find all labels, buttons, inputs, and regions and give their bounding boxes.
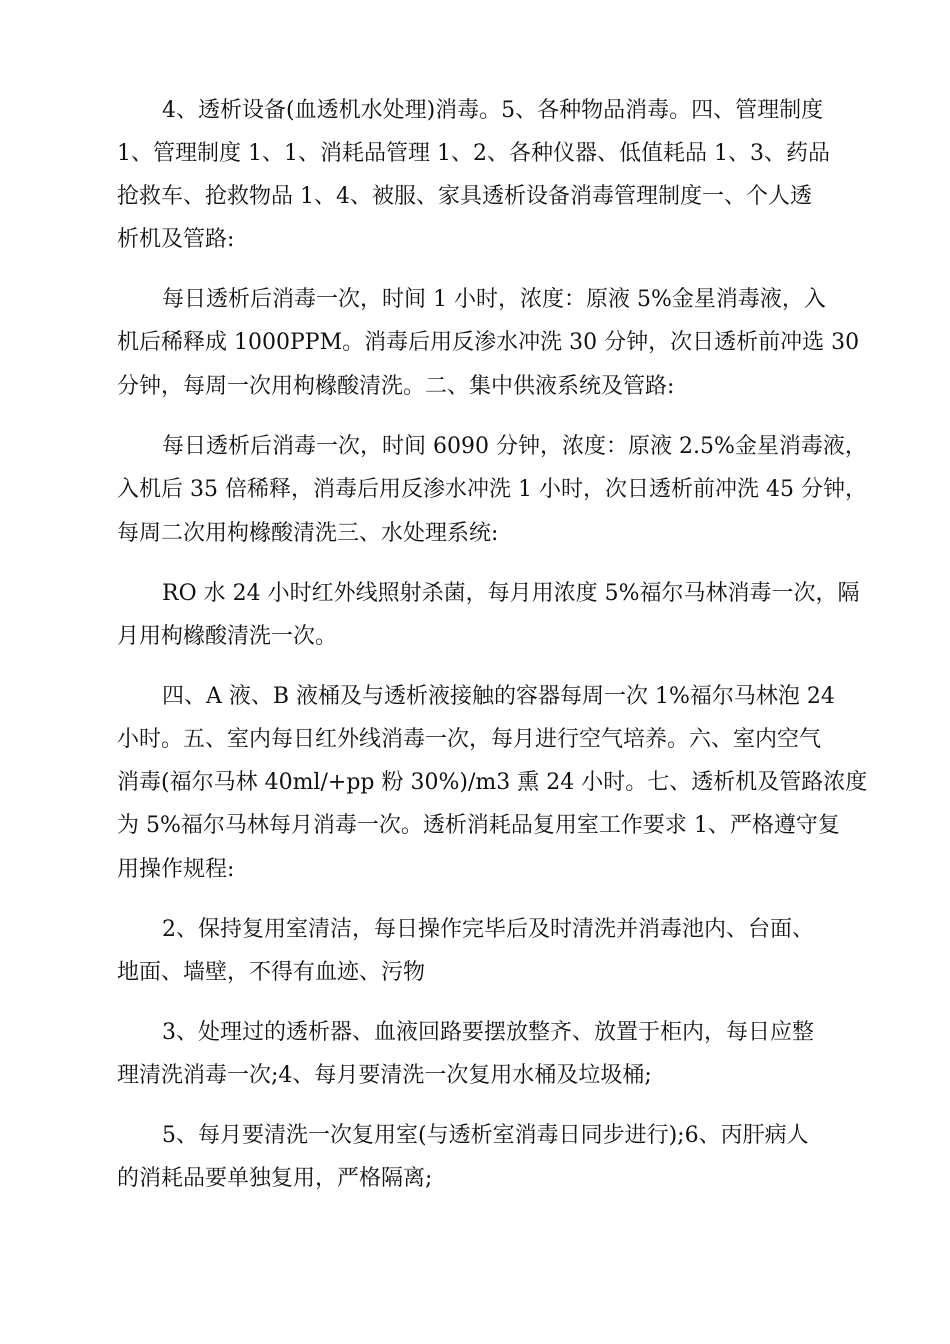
text-line: RO 水 24 小时红外线照射杀菌，每月用浓度 5%福尔马林消毒一次，隔 [162,581,860,606]
text-line: 小时。五、室内每日红外线消毒一次，每月进行空气培养。六、室内空气 [117,727,822,752]
text-line: 每日透析后消毒一次，时间 1 小时，浓度：原液 5%金星消毒液，入 [162,287,826,312]
text-line: 1、管理制度 1、1、消耗品管理 1、2、各种仪器、低值耗品 1、3、药品 [117,141,830,166]
text-line: 为 5%福尔马林每月消毒一次。透析消耗品复用室工作要求 1、严格遵守复 [117,813,840,838]
text-line: 3、处理过的透析器、血液回路要摆放整齐、放置于柜内，每日应整 [162,1020,814,1045]
text-line: 地面、墙壁，不得有血迹、污物 [117,960,426,985]
text-line: 析机及管路: [117,227,235,252]
text-line: 每日透析后消毒一次，时间 6090 分钟，浓度：原液 2.5%金星消毒液， [162,434,867,459]
text-line: 消毒(福尔马林 40ml/+pp 粉 30%)/m3 熏 24 小时。七、透析机及管路浓度 [117,770,868,795]
text-line: 5、每月要清洗一次复用室(与透析室消毒日同步进行);6、丙肝病人 [162,1123,809,1148]
text-line: 的消耗品要单独复用，严格隔离; [117,1166,433,1191]
text-line: 月用枸橼酸清洗一次。 [117,624,338,649]
text-line: 入机后 35 倍稀释，消毒后用反渗水冲洗 1 小时，次日透析前冲洗 45 分钟， [117,477,867,502]
text-line: 理清洗消毒一次;4、每月要清洗一次复用水桶及垃圾桶; [117,1063,652,1088]
text-line: 四、A 液、B 液桶及与透析液接触的容器每周一次 1%福尔马林泡 24 [162,684,835,709]
text-line: 分钟，每周一次用枸橼酸清洗。二、集中供液系统及管路: [117,374,675,399]
text-line: 每周二次用枸橼酸清洗三、水处理系统: [117,521,499,546]
text-line: 机后稀释成 1000PPM。消毒后用反渗水冲洗 30 分钟，次日透析前冲选 30 [117,330,860,355]
text-line: 抢救车、抢救物品 1、4、被服、家具透析设备消毒管理制度一、个人透 [117,184,812,209]
text-line: 用操作规程: [117,857,235,882]
text-line: 4、透析设备(血透机水处理)消毒。5、各种物品消毒。四、管理制度 [162,98,824,123]
text-line: 2、保持复用室清洁，每日操作完毕后及时清洗并消毒池内、台面、 [162,917,814,942]
